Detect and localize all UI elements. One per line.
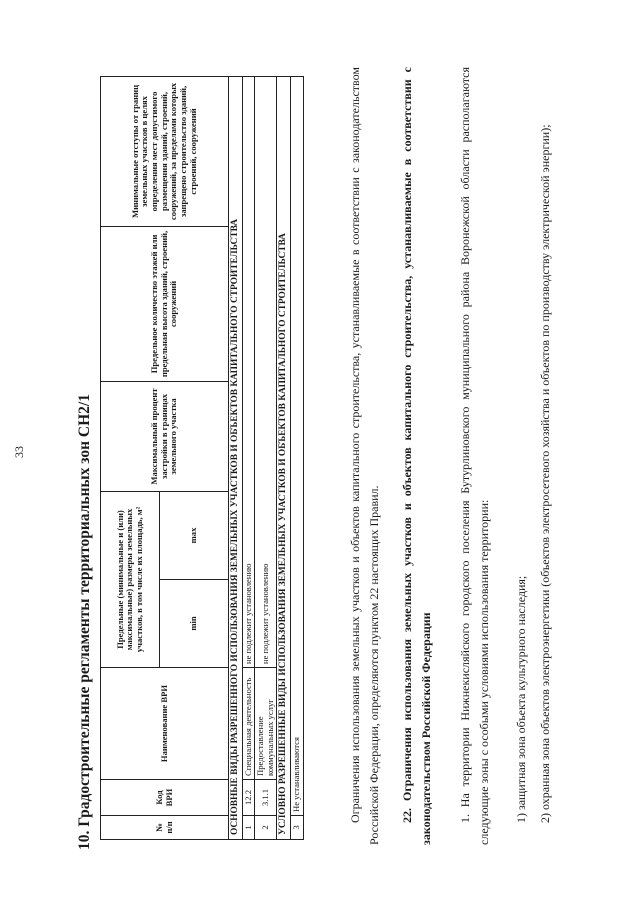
header-name: Наименование ВРИ	[101, 668, 229, 780]
paragraph-22	[398, 67, 435, 845]
row-num: 1	[242, 816, 255, 840]
row-code: 12.2	[242, 780, 255, 816]
header-area	[101, 491, 160, 667]
header-num: № п/п	[101, 816, 229, 840]
page-number: 33	[12, 446, 26, 458]
table-row	[290, 76, 303, 839]
header-floors: Предельное количество этажей или предельная высота зданий, строений, сооружений	[101, 226, 229, 381]
list-item-2: 2) охранная зона объектов электроэнергетики (объектов электросетевого хозяйства и объектов по производству электрической энергии);	[538, 124, 552, 823]
header-build-percent: Максимальный процент застройки в границах земельного участка	[101, 381, 229, 491]
paragraph-restrictions: Ограничения использования земельных участков и объектов капитального строительства, устанавливаемые в соответствии с законодательством Российской Федерации, определяются пунктом 22 настоящих Правил.	[348, 67, 381, 845]
row-name: Не устанавливаются	[290, 76, 303, 815]
section-row-main	[229, 76, 243, 839]
row-value: не подлежит установлению	[255, 76, 277, 667]
row-num: 2	[255, 816, 277, 840]
table-header-row	[101, 76, 160, 839]
section-main-label: ОСНОВНЫЕ ВИДЫ РАЗРЕШЕННОГО ИСПОЛЬЗОВАНИЯ ЗЕМЕЛЬНЫХ УЧАСТКОВ И ОБЪЕКТОВ КАПИТАЛЬНОГО СТРОИТЕЛЬСТВА	[229, 76, 243, 839]
section-heading: 10. Градостроительные регламенты территориальных зон СН2/1	[76, 394, 93, 850]
header-min: min	[160, 580, 229, 668]
table-row	[242, 76, 255, 839]
header-max: max	[160, 491, 229, 579]
header-code: Код ВРИ	[101, 780, 229, 816]
header-setbacks: Минимальные отступы от границ земельных участков в целях определения мест допустимого размещения зданий, строений, сооружений, за пределами которых запрещено строительство зданий, строений, сооружений	[101, 76, 229, 226]
section-conditional-label: УСЛОВНО РАЗРЕШЕННЫЕ ВИДЫ ИСПОЛЬЗОВАНИЯ ЗЕМЕЛЬНЫХ УЧАСТКОВ И ОБЪЕКТОВ КАПИТАЛЬНОГО СТРОИТЕЛЬСТВА	[277, 76, 291, 839]
row-name: Предоставление коммунальных услуг	[255, 668, 277, 780]
paragraph-22-text: Ограничения использования земельных участков и объектов капитального строительства, устанавливаемые в соответствии с законодательством Российской Федерации	[400, 67, 433, 845]
table-row	[255, 76, 277, 839]
row-value: не подлежит установлению	[242, 76, 255, 667]
paragraph-22-number: 22.	[400, 808, 414, 823]
regulations-table	[100, 76, 304, 840]
row-code: 3.1.1	[255, 780, 277, 816]
paragraph-zones-intro: 1. На территории Нижнекисляйского городского поселения Бутурлиновского муниципального района Воронежской области располагаются следующие зоны с особыми условиями использования территории:	[458, 67, 491, 845]
header-area-text: Предельные (минимальные и (или) максимальные) размеры земельных участков, в том числе их площадь, м²	[114, 506, 144, 653]
row-name: Специальная деятельность	[242, 668, 255, 780]
list-item-1: 1) защитная зона объекта культурного наследия;	[514, 575, 528, 823]
row-num: 3	[290, 816, 303, 840]
section-row-conditional	[277, 76, 291, 839]
